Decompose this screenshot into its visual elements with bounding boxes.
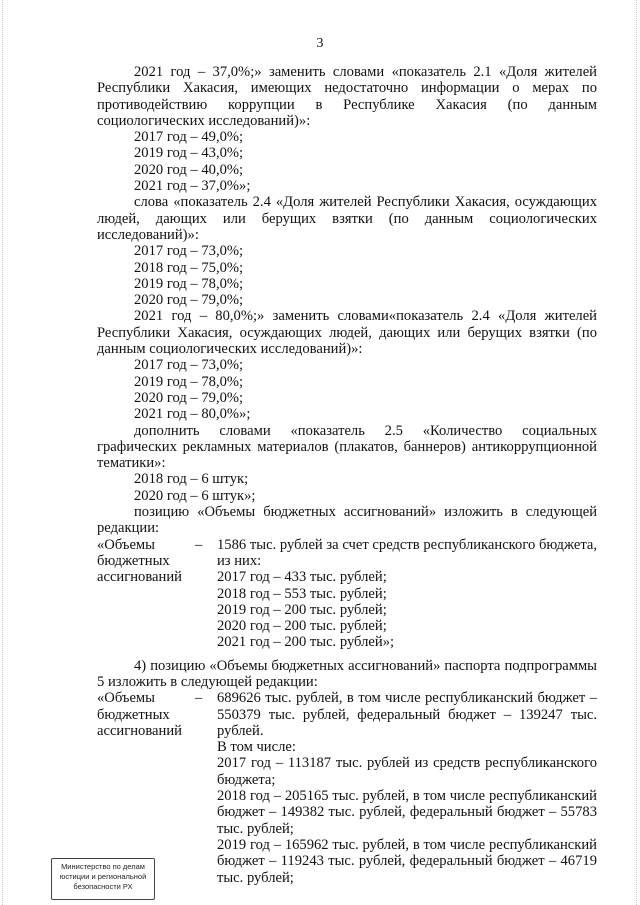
stamp-line: Министерство по делам	[61, 862, 145, 871]
paragraph: 2021 год – 37,0%;» заменить словами «показатель 2.1 «Доля жителей Республики Хакасия, имеющих недостаточно информации о мерах по противодействию коррупции в Республике Хакасия (по данным социологических исследований)»:	[97, 64, 597, 129]
table-label: «Объемы бюджетных ассигнований	[97, 536, 182, 586]
list-item: 2020 год – 79,0%;	[134, 292, 244, 309]
table-line: 2017 год – 113187 тыс. рублей из средств республиканского бюджета;	[217, 755, 597, 788]
paragraph: дополнить словами «показатель 2.5 «Количество социальных графических рекламных материалов (плакатов, баннеров) антикоррупционной тематики»:	[97, 422, 597, 472]
budget-table-1	[97, 537, 597, 651]
scan-edge-left	[2, 0, 4, 905]
list-item: 2021 год – 80,0%»;	[134, 406, 251, 423]
list-item: 2017 год – 73,0%;	[134, 243, 244, 260]
budget-table-2	[97, 690, 597, 886]
paragraph: 4) позицию «Объемы бюджетных ассигнований» паспорта подпрограммы 5 изложить в следующей редакции:	[97, 657, 597, 690]
table-value	[217, 690, 597, 886]
list-item: 2019 год – 78,0%;	[134, 275, 244, 292]
list-item: 2020 год – 40,0%;	[134, 161, 244, 178]
paragraph: 2021 год – 80,0%;» заменить словами«показатель 2.4 «Доля жителей Республики Хакасия, осуждающих людей, дающих или берущих взятки (по данным социологических исследований)»:	[97, 308, 597, 358]
table-line: 2019 год – 165962 тыс. рублей, в том числе республиканский бюджет – 119243 тыс. рублей, федеральный бюджет – 46719 тыс. рублей;	[217, 836, 597, 886]
table-line: 2020 год – 200 тыс. рублей;	[217, 618, 387, 635]
list-item: 2018 год – 6 штук;	[134, 471, 249, 488]
stamp-line: юстиции и региональной	[59, 871, 147, 881]
page-number: 3	[316, 36, 324, 51]
list-item: 2020 год – 6 штук»;	[134, 487, 256, 504]
table-line: 2021 год – 200 тыс. рублей»;	[217, 634, 395, 651]
scan-edge-right	[636, 0, 638, 905]
paragraph: позицию «Объемы бюджетных ассигнований» изложить в следующей редакции:	[97, 504, 597, 537]
table-value	[217, 537, 597, 651]
table-label: «Объемы бюджетных ассигнований	[97, 690, 182, 739]
list-item: 2019 год – 43,0%;	[134, 145, 244, 162]
list-item: 2019 год – 78,0%;	[134, 373, 244, 390]
table-line: 2018 год – 553 тыс. рублей;	[217, 585, 387, 602]
ministry-stamp	[51, 858, 155, 900]
table-line: 1586 тыс. рублей за счет средств республиканского бюджета, из них:	[217, 536, 597, 569]
paragraph: слова «показатель 2.4 «Доля жителей Республики Хакасия, осуждающих людей, дающих или берущих взятки (по данным социологических исследований)»:	[97, 194, 597, 243]
table-line: 2017 год – 433 тыс. рублей;	[217, 569, 387, 586]
table-line: 2018 год – 205165 тыс. рублей, в том числе республиканский бюджет – 149382 тыс. рублей, федеральный бюджет – 55783 тыс. рублей;	[217, 788, 597, 837]
table-line: В том числе:	[217, 739, 296, 756]
table-dash: –	[195, 536, 203, 553]
list-item: 2020 год – 79,0%;	[134, 389, 244, 406]
list-item: 2017 год – 49,0%;	[134, 129, 244, 146]
list-item: 2021 год – 37,0%»;	[134, 178, 251, 195]
table-dash: –	[195, 690, 203, 707]
document-body	[97, 64, 597, 886]
table-line: 2019 год – 200 тыс. рублей;	[217, 601, 387, 618]
list-item: 2018 год – 75,0%;	[134, 259, 244, 276]
stamp-line: безопасности РХ	[73, 881, 133, 891]
list-item: 2017 год – 73,0%;	[134, 357, 244, 374]
table-line: 689626 тыс. рублей, в том числе республиканский бюджет – 550379 тыс. рублей, федеральный бюджет – 139247 тыс. рублей.	[217, 690, 597, 739]
